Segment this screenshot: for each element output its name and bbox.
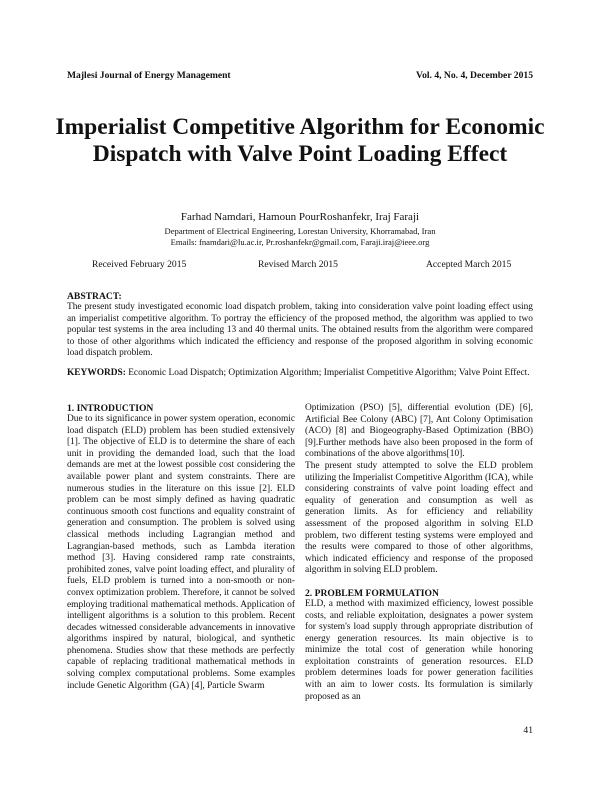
received-date: Received February 2015 (92, 259, 187, 270)
introduction-text: Due to its significance in power system operation, economic load dispatch (ELD) problem has been studied extensively [1]. The objective of ELD is to determine the share of each unit in providing the demanded load, such that the load demands are met at the lowest possible cost considering the available power plant and system constraints. There are numerous studies in the literature on this issue [2]. ELD problem can be most simply defined as having quadratic continuous smooth cost functions and equality constraint of generation and consumption. The problem is solved using classical methods including Lagrangian method and Lagrangian-based methods, such as Lambda iteration method [3]. Having considered ramp rate constraints, prohibited zones, valve point loading effect, and plurality of fuels, ELD problem is turned into a non-smooth or non-convex optimization problem. Therefore, it cannot be solved employing traditional mathematical methods. Application of intelligent algorithms is a solution to this problem. Recent decades witnessed considerable advancements in innovative algorithms inspired by natural, biological, and synthetic phenomena. Studies show that these methods are perfectly capable of replacing traditional mathematical methods in solving complex computational problems. Some examples include Genetic Algorithm (GA) [4], Particle Swarm (67, 414, 295, 691)
journal-name: Majlesi Journal of Energy Management (67, 70, 231, 81)
affiliation-block (0, 226, 600, 248)
affiliation: Department of Electrical Engineering, Lorestan University, Khorramabad, Iran (164, 226, 436, 236)
right-paragraph-3: ELD, a method with maximized efficiency, lowest possible costs, and reliable exploitation, designates a power system for system's load supply through appropriate distribution of energy generation resources. Its main objective is to minimize the total cost of generation while honoring exploitation constraints of generation resources. ELD problem determines loads for power generation facilities with an aim to lower costs. Its formulation is similarly proposed as an (305, 598, 533, 702)
abstract-heading: ABSTRACT: (67, 291, 122, 302)
problem-formulation-heading: 2. PROBLEM FORMULATION (305, 587, 439, 599)
revised-date: Revised March 2015 (258, 259, 338, 270)
abstract-text: The present study investigated economic load dispatch problem, taking into consideration valve point loading effect using an imperialist competitive algorithm. To portray the efficiency of the proposed method, the algorithm was applied to two popular test systems in the area including 13 and 40 thermal units. The obtained results from the algorithm were compared to those of other algorithms which indicated the efficiency and response of the proposed algorithm in solving economic load dispatch problem. (67, 302, 533, 359)
introduction-heading: 1. INTRODUCTION (67, 403, 154, 414)
right-paragraph-1: Optimization (PSO) [5], differential evolution (DE) [6], Artificial Bee Colony (ABC) [7], Ant Colony Optimisation (ACO) [8] and Biogeography-Based Optimization (BBO) [9].Further methods have also been proposed in the form of combinations of the above algorithms[10]. (305, 403, 533, 460)
right-paragraph-2: The present study attempted to solve the ELD problem utilizing the Imperialist Competitive Algorithm (ICA), while considering constraints of valve point loading effect and equality of generation and consumption as well as generation limits. As for efficiency and reliability assessment of the proposed algorithm in solving ELD problem, two different testing systems were employed and the results were compared to those of other algorithms, which indicated efficiency and response of the proposed algorithm in solving ELD problem. (305, 460, 533, 576)
keywords-label: KEYWORDS: (67, 368, 126, 378)
keywords-text: Economic Load Dispatch; Optimization Algorithm; Imperialist Competitive Algorithm; Valve Point Effect. (125, 368, 530, 378)
right-column (305, 403, 533, 703)
left-column (67, 403, 295, 692)
accepted-date: Accepted March 2015 (426, 259, 512, 270)
emails: Emails: fnamdari@lu.ac.ir, Pr.roshanfekr@gmail.com, Faraji.iraj@ieee.org (170, 237, 430, 247)
keywords (67, 368, 533, 380)
page-number: 41 (523, 725, 533, 736)
authors: Farhad Namdari, Hamoun PourRoshanfekr, Iraj Faraji (180, 211, 420, 223)
issue-info: Vol. 4, No. 4, December 2015 (416, 70, 533, 81)
paper-title: Imperialist Competitive Algorithm for Economic Dispatch with Valve Point Loading Effect (55, 114, 545, 167)
